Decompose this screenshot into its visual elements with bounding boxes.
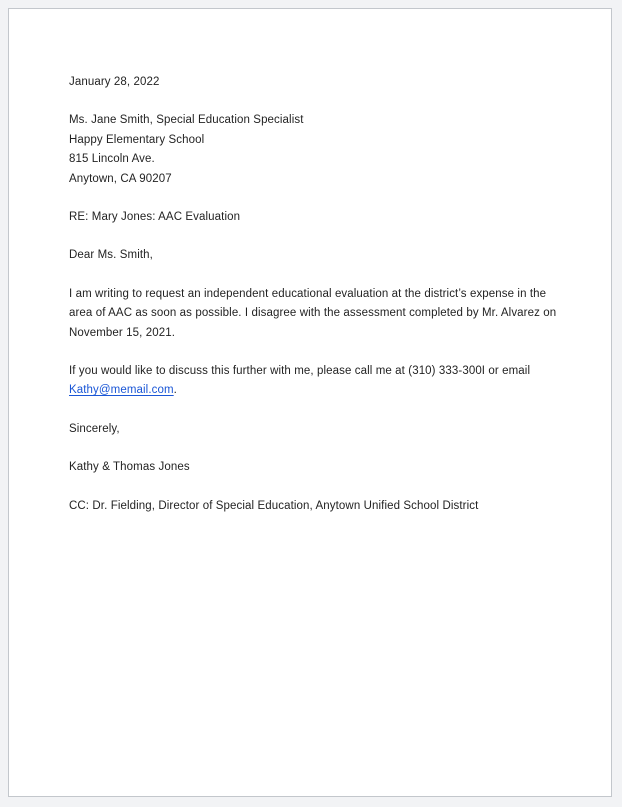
email-link[interactable]: Kathy@memail.com — [69, 384, 174, 397]
salutation: Dear Ms. Smith, — [69, 249, 153, 262]
body-paragraph-2-text-before-link: If you would like to discuss this further with me, please call me at (310) 333-300I or email — [69, 365, 531, 378]
subject-block — [69, 208, 557, 227]
body-paragraph-1-block — [69, 285, 557, 343]
closing: Sincerely, — [69, 422, 120, 435]
salutation-block — [69, 246, 557, 265]
signature-block — [69, 458, 557, 477]
body-paragraph-1: I am writing to request an independent educational evaluation at the district’s expense in the area of AAC as soon as possible. I disagree with the assessment completed by Mr. Alvarez on November 15, 2021. — [69, 287, 557, 339]
letter-page — [8, 8, 612, 797]
subject-line: RE: Mary Jones: AAC Evaluation — [69, 211, 241, 224]
body-paragraph-2 — [69, 362, 557, 401]
closing-block — [69, 420, 557, 439]
recipient-address-block — [69, 111, 557, 189]
letter-date: January 28, 2022 — [69, 76, 160, 88]
recipient-name-title: Ms. Jane Smith, Special Education Specialist — [69, 114, 304, 127]
cc-block — [69, 497, 557, 516]
recipient-organization: Happy Elementary School — [69, 133, 205, 146]
body-paragraph-2-text-after-link: . — [173, 384, 177, 397]
body-paragraph-2-block — [69, 362, 557, 401]
date-block — [69, 73, 557, 92]
cc-line: CC: Dr. Fielding, Director of Special Education, Anytown Unified School District — [69, 499, 479, 512]
recipient-street: 815 Lincoln Ave. — [69, 153, 155, 166]
signature-name: Kathy & Thomas Jones — [69, 461, 190, 474]
letter-body — [69, 73, 557, 516]
recipient-city-state-zip: Anytown, CA 90207 — [69, 172, 172, 185]
